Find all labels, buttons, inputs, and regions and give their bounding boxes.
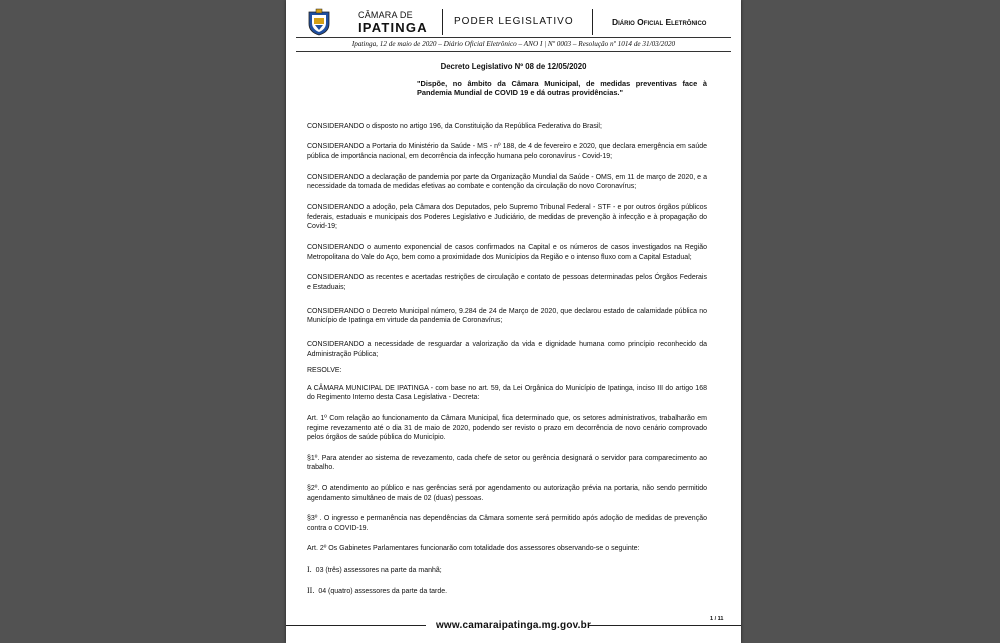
paragraph-section-1: §1º. Para atender ao sistema de revezamento, cada chefe de setor ou gerência designará o servidor para comparecimento ao trabalho. [307, 454, 707, 472]
article-2: Art. 2º Os Gabinetes Parlamentares funcionarão com totalidade dos assessores observando-se o seguinte: [307, 545, 640, 553]
paragraph: CONSIDERANDO as recentes e acertadas restrições de circulação e contato de pessoas determinadas pelos Órgãos Federais e Estaduais; [307, 273, 707, 291]
website-link[interactable]: www.camaraipatinga.mg.gov.br [435, 620, 592, 631]
coat-of-arms-icon [306, 8, 332, 36]
document-body [307, 122, 707, 597]
resolve-heading: RESOLVE: [307, 366, 342, 374]
page-number: 1 / 11 [710, 616, 724, 622]
paragraph: CONSIDERANDO a Portaria do Ministério da Saúde - MS - nº 188, de 4 de fevereiro e 2020, que declara emergência em saúde pública de importância nacional, em decorrência da infecção humana pelo coronavírus - Covid-19; [307, 143, 707, 161]
list-item [307, 565, 707, 576]
paragraph: A CÂMARA MUNICIPAL DE IPATINGA - com base no art. 59, da Lei Orgânica do Município de Ipatinga, inciso III do artigo 168 do Regimento Interno desta Casa Legislativa - Decreta: [307, 384, 707, 402]
header-divider [442, 9, 443, 35]
paragraph-section-3: §3º . O ingresso e permanência nas dependências da Câmara somente será permitido após adoção de medidas de prevenção contra o COVID-19. [307, 515, 707, 532]
paragraph-section-2: §2º. O atendimento ao público e nas gerências será por agendamento ou autorização prévia na portaria, não sendo permitido agendamento simultâneo de mais de 02 (duas) pessoas. [307, 484, 707, 502]
document-ementa: "Dispõe, no âmbito da Câmara Municipal, de medidas preventivas face à Pandemia Mundial de COVID 19 e dá outras providências." [417, 79, 707, 97]
paragraph: CONSIDERANDO a necessidade de resguardar a valorização da vida e dignidade humana como princípio reconhecido da Administração Pública; [307, 341, 707, 358]
document-title: Decreto Legislativo Nº 08 de 12/05/2020 [440, 62, 587, 71]
item-numeral: II. [307, 586, 315, 596]
item-text: 03 (três) assessores na parte da manhã; [315, 566, 442, 574]
header-rule [296, 51, 731, 52]
header-divider [592, 9, 593, 35]
page-header [304, 7, 724, 37]
paragraph: CONSIDERANDO a adoção, pela Câmara dos Deputados, pelo Supremo Tribunal Federal - STF - e por outros órgãos públicos federais, estaduais e municipais dos Poderes Legislativo e Judiciário, de medidas de prevenção à infecção e à propagação do Covid-19; [307, 203, 707, 231]
header-rule [296, 37, 731, 38]
paragraph: CONSIDERANDO o aumento exponencial de casos confirmados na Capital e os números de casos investigados na Região Metropolitana do Vale do Aço, bem como a proximidade dos Municípios da Região e o intenso fluxo com a Capital Estadual; [307, 243, 707, 261]
article-1: Art. 1º Com relação ao funcionamento da Câmara Municipal, fica determinado que, os setores administrativos, trabalharão em regime revezamento até o dia 31 de maio de 2020, podendo ser revisto o prazo em decorrência de novo cenário comprovado pelos órgãos de saúde pública do Município. [307, 414, 707, 442]
document-page[interactable] [286, 0, 741, 643]
paragraph: CONSIDERANDO o disposto no artigo 196, da Constituição da República Federativa do Brasil; [307, 123, 602, 130]
organization-name [358, 10, 428, 33]
publication-name: Diário Oficial Eletrônico [612, 17, 707, 27]
section-label: PODER LEGISLATIVO [454, 16, 574, 27]
list-item [307, 586, 707, 597]
item-text: 04 (quatro) assessores da parte da tarde. [318, 588, 448, 596]
dateline: Ipatinga, 12 de maio de 2020 – Diário Oficial Eletrônico – ANO I | Nº 0003 – Resolução nº 1014 de 31/03/2020 [351, 40, 676, 48]
paragraph: CONSIDERANDO a declaração de pandemia por parte da Organização Mundial da Saúde - OMS, em 11 de março de 2020, e a necessidade da tomada de medidas efetivas ao combate e contenção da circulação do novo Coronavírus; [307, 173, 707, 191]
org-line-2: IPATINGA [358, 20, 428, 35]
item-numeral: I. [307, 564, 312, 574]
paragraph: CONSIDERANDO o Decreto Municipal número, 9.284 de 24 de Março de 2020, que declarou estado de calamidade pública no Município de Ipatinga em virtude da pandemia de Coronavírus; [307, 307, 707, 325]
org-line-1: CÂMARA DE [358, 10, 413, 20]
